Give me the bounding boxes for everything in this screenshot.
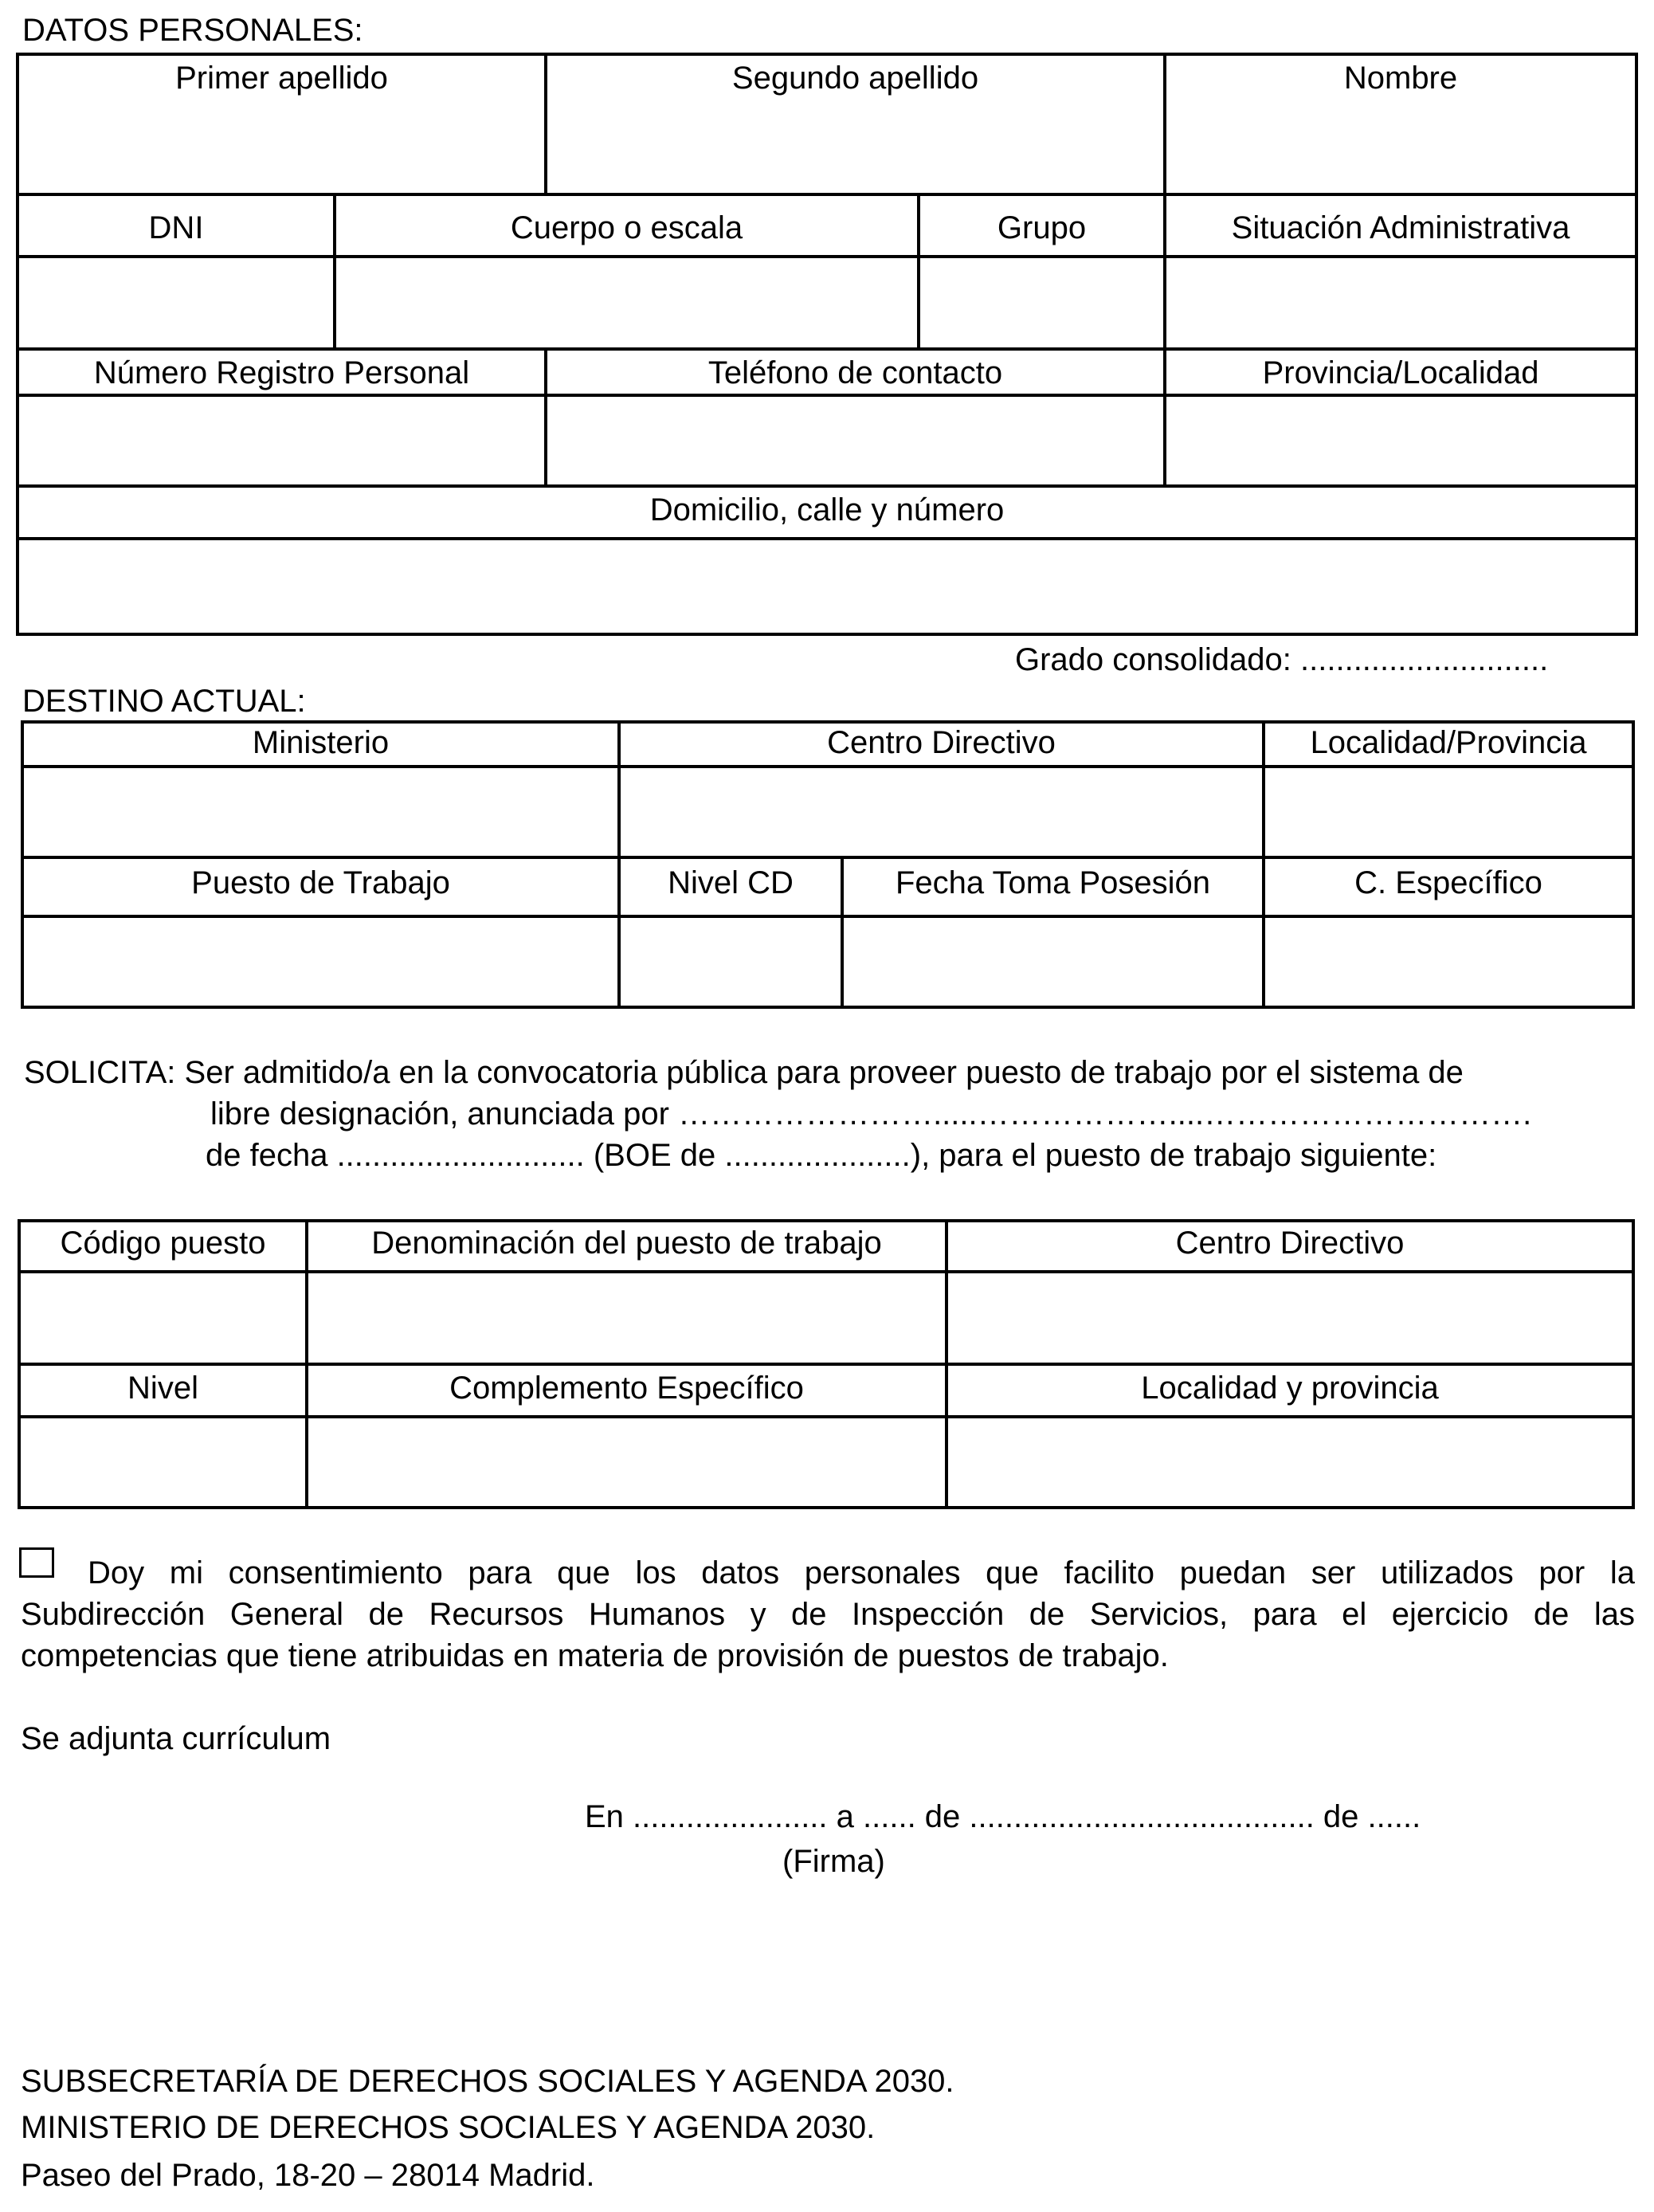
label-ministerio: Ministerio (252, 725, 390, 760)
label-puesto-trabajo: Puesto de Trabajo (191, 865, 450, 900)
field-provincia-localidad[interactable] (1166, 397, 1635, 484)
field-localidad-provincia-actual[interactable] (1265, 768, 1632, 856)
label-domicilio: Domicilio, calle y número (649, 492, 1005, 528)
label-cuerpo-escala: Cuerpo o escala (510, 210, 743, 245)
field-c-especifico[interactable] (1265, 918, 1632, 1006)
field-cuerpo-escala[interactable] (336, 258, 917, 347)
field-denominacion-puesto[interactable] (308, 1273, 945, 1363)
section-heading-destino-actual: DESTINO ACTUAL: (22, 684, 306, 719)
solicita-line-1: SOLICITA: Ser admitido/a en la convocatoria pública para proveer puesto de trabajo por el sistema de (24, 1055, 1464, 1090)
consent-line-1: Doy mi consentimiento para que los datos personales que facilito puedan ser utilizados por la (88, 1555, 1635, 1590)
section-heading-datos-personales: DATOS PERSONALES: (22, 13, 363, 48)
field-primer-apellido[interactable] (19, 100, 544, 193)
label-codigo-puesto: Código puesto (60, 1226, 266, 1261)
label-centro-directivo-solicitado: Centro Directivo (1175, 1226, 1405, 1261)
label-nivel: Nivel (127, 1371, 198, 1406)
field-nivel-cd[interactable] (621, 918, 841, 1006)
consent-line-3: competencias que tiene atribuidas en materia de provisión de puestos de trabajo. (21, 1638, 1169, 1673)
label-nombre: Nombre (1343, 61, 1458, 96)
consent-line-2: Subdirección General de Recursos Humanos y de Inspección de Servicios, para el ejercicio de las (21, 1597, 1635, 1632)
label-numero-registro-personal: Número Registro Personal (93, 355, 470, 390)
lugar-fecha: En ...................... a ...... de ....................................... de ...... (585, 1799, 1421, 1834)
label-grupo: Grupo (997, 210, 1087, 245)
label-localidad-y-provincia: Localidad y provincia (1141, 1371, 1439, 1406)
field-nombre[interactable] (1166, 100, 1635, 193)
firma-label: (Firma) (782, 1844, 885, 1879)
label-nivel-cd: Nivel CD (668, 865, 794, 900)
field-ministerio[interactable] (24, 768, 617, 856)
field-fecha-toma-posesion[interactable] (844, 918, 1262, 1006)
solicita-line-2: libre designación, anunciada por …………………….....………………....…………………………. (210, 1096, 1532, 1131)
adjunta-curriculum: Se adjunta currículum (21, 1721, 331, 1756)
label-centro-directivo-actual: Centro Directivo (827, 725, 1056, 760)
field-nivel[interactable] (21, 1418, 305, 1506)
solicita-line-3: de fecha ............................ (BOE de .....................), para el puesto de trabajo siguiente: (206, 1138, 1437, 1173)
field-numero-registro-personal[interactable] (19, 397, 544, 484)
field-codigo-puesto[interactable] (21, 1273, 305, 1363)
label-dni: DNI (148, 210, 204, 245)
label-c-especifico: C. Específico (1354, 865, 1542, 900)
label-telefono-contacto: Teléfono de contacto (707, 355, 1003, 390)
field-domicilio[interactable] (19, 540, 1635, 633)
field-segundo-apellido[interactable] (547, 100, 1163, 193)
field-grupo[interactable] (920, 258, 1163, 347)
field-puesto-trabajo[interactable] (24, 918, 617, 1006)
label-denominacion-puesto: Denominación del puesto de trabajo (371, 1226, 882, 1261)
consent-checkbox[interactable] (19, 1547, 54, 1578)
label-primer-apellido: Primer apellido (175, 61, 388, 96)
field-dni[interactable] (19, 258, 333, 347)
field-situacion-administrativa[interactable] (1166, 258, 1635, 347)
footer-subsecretaria: SUBSECRETARÍA DE DERECHOS SOCIALES Y AGENDA 2030. (21, 2064, 954, 2099)
field-centro-directivo-actual[interactable] (621, 768, 1262, 856)
grado-consolidado: Grado consolidado: ............................ (1015, 642, 1549, 677)
label-segundo-apellido: Segundo apellido (731, 61, 979, 96)
label-fecha-toma-posesion: Fecha Toma Posesión (895, 865, 1211, 900)
field-centro-directivo-solicitado[interactable] (948, 1273, 1632, 1363)
field-complemento-especifico[interactable] (308, 1418, 945, 1506)
label-situacion-administrativa: Situación Administrativa (1231, 210, 1570, 245)
footer-ministerio: MINISTERIO DE DERECHOS SOCIALES Y AGENDA 2030. (21, 2110, 876, 2145)
label-complemento-especifico: Complemento Específico (449, 1371, 804, 1406)
field-telefono-contacto[interactable] (547, 397, 1163, 484)
label-localidad-provincia-actual: Localidad/Provincia (1310, 725, 1587, 760)
field-localidad-y-provincia[interactable] (948, 1418, 1632, 1506)
label-provincia-localidad: Provincia/Localidad (1262, 355, 1539, 390)
footer-direccion: Paseo del Prado, 18-20 – 28014 Madrid. (21, 2158, 595, 2193)
